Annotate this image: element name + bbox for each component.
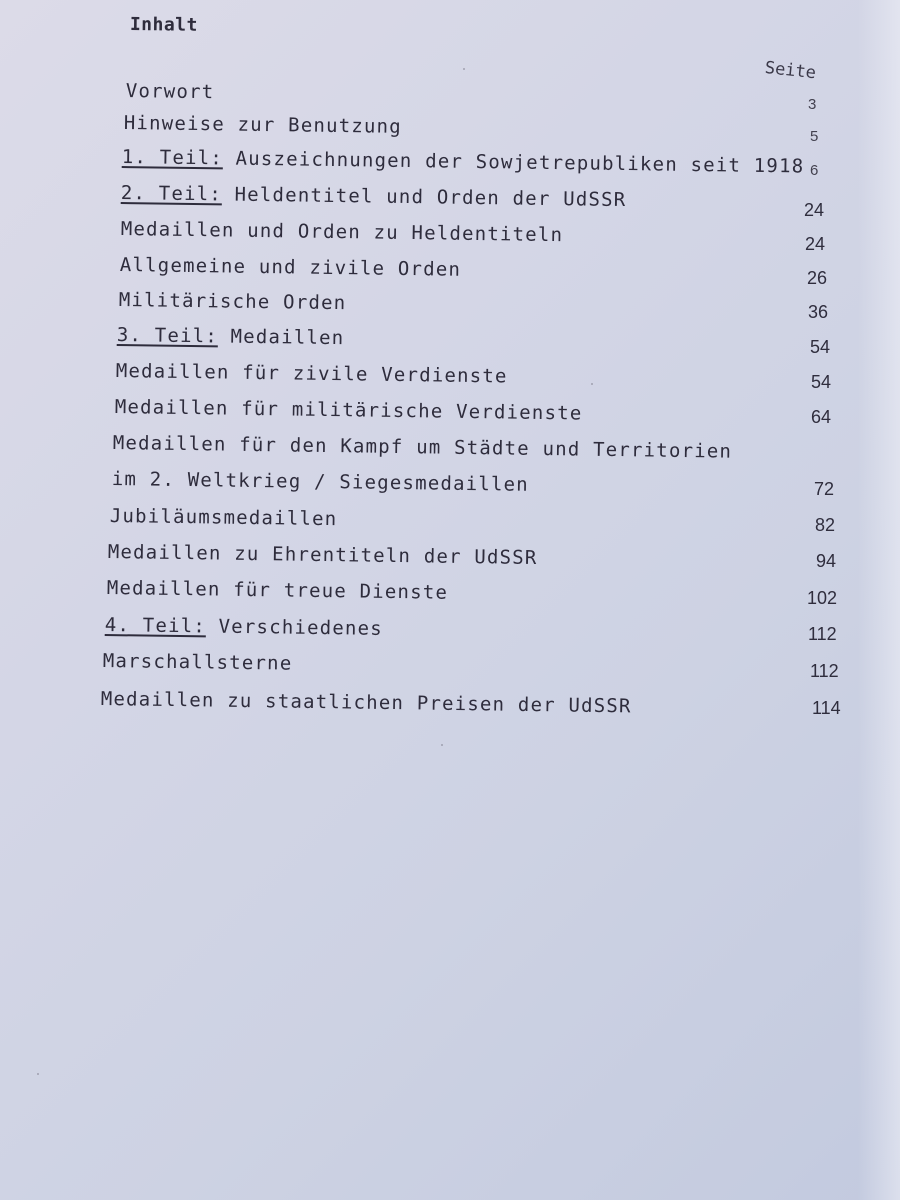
toc-entry — [112, 468, 529, 496]
entry-title: Vorwort — [125, 80, 215, 104]
page-number: 24 — [804, 200, 825, 220]
page-number: 6 — [810, 162, 819, 179]
page-number: 26 — [807, 268, 828, 288]
page-column-label: Seite — [763, 58, 817, 84]
entry-title: Medaillen — [217, 325, 345, 350]
page-number: 36 — [808, 302, 829, 322]
page-number: 94 — [816, 551, 837, 571]
page-number: 64 — [811, 407, 832, 427]
page-number: 3 — [808, 96, 817, 113]
toc-entry — [105, 614, 383, 640]
paper-speck — [37, 1073, 39, 1075]
entry-title: Medaillen zu Ehrentiteln der UdSSR — [107, 541, 538, 569]
part-label: 1. Teil: — [121, 146, 224, 170]
toc-entry — [113, 432, 733, 463]
page-number: 102 — [807, 588, 838, 608]
part-label: 4. Teil: — [104, 614, 207, 638]
paper-speck — [463, 68, 465, 70]
toc-entry — [121, 182, 627, 211]
part-label: 3. Teil: — [116, 324, 219, 348]
entry-title: Auszeichnungen der Sowjetrepubliken seit 1918 — [222, 147, 805, 178]
entry-title: Hinweise zur Benutzung — [123, 112, 403, 138]
page-number: 112 — [808, 624, 837, 644]
page-number: 54 — [810, 337, 831, 357]
entry-title: Medaillen für treue Dienste — [106, 577, 449, 604]
page-number: 114 — [812, 698, 841, 718]
page-number: 24 — [805, 234, 826, 254]
page-number: 82 — [815, 515, 836, 535]
toc-entry — [120, 254, 462, 281]
entry-title: Medaillen und Orden zu Heldentiteln — [120, 218, 564, 247]
page-number: 54 — [811, 372, 832, 392]
entry-title: Militärische Orden — [118, 289, 347, 315]
toc-entry — [117, 324, 345, 349]
entry-title: Medaillen für den Kampf um Städte und Territorien — [112, 432, 733, 463]
toc-entry — [124, 112, 402, 138]
toc-heading: Inhalt — [129, 14, 199, 36]
toc-entry — [122, 146, 805, 178]
entry-title: im 2. Weltkrieg / Siegesmedaillen — [111, 468, 530, 496]
toc-entry — [103, 650, 293, 675]
entry-title: Marschallsterne — [102, 650, 293, 675]
entry-title: Allgemeine und zivile Orden — [119, 254, 462, 281]
entry-title: Medaillen zu staatlichen Preisen der UdSSR — [100, 688, 632, 718]
page-number: 72 — [814, 479, 835, 499]
paper-speck — [591, 383, 593, 385]
toc-entry — [107, 577, 449, 604]
toc-entry — [116, 360, 508, 387]
toc-entry — [110, 505, 338, 530]
toc-entry — [126, 80, 215, 103]
page-number: 5 — [810, 128, 819, 145]
entry-title: Medaillen für militärische Verdienste — [114, 396, 583, 425]
entry-title: Heldentitel und Orden der UdSSR — [221, 183, 627, 212]
toc-entry — [101, 688, 632, 717]
toc-entry — [115, 396, 583, 425]
paper-speck — [441, 744, 443, 746]
toc-entry — [108, 541, 538, 569]
toc-entry — [121, 218, 564, 246]
entry-title: Verschiedenes — [205, 615, 384, 640]
part-label: 2. Teil: — [120, 182, 223, 206]
page-number: 112 — [810, 661, 839, 681]
toc-entry — [119, 289, 347, 314]
entry-title: Jubiläumsmedaillen — [109, 505, 338, 531]
entry-title: Medaillen für zivile Verdienste — [115, 360, 508, 388]
page-edge-shading — [858, 0, 900, 1200]
